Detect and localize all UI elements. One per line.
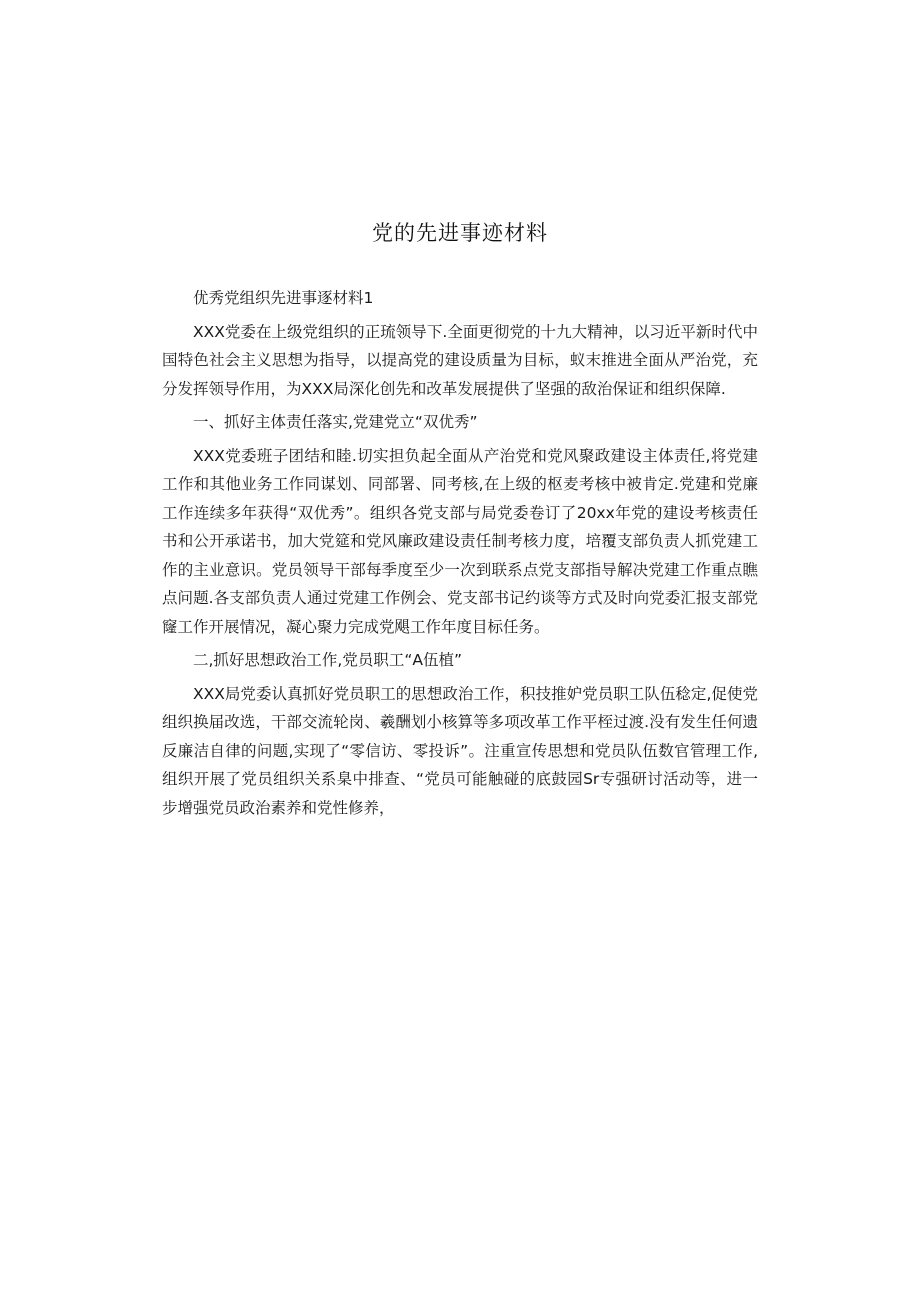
intro-paragraph: XXX党委在上级党组织的正琉领导下.全面更彻党的十九大精神，以习近平新时代中国特色社会主义思想为指导，以提高党的建设质量为目标，蚁末推进全面从严治党，充分发挥领导作用，为XXX局深化创先和改革发展提供了坚强的敌治保证和组织保障.: [162, 322, 758, 398]
section-1-paragraph: XXX党委班子团结和睦.切实担负起全面从产治党和党风聚政建设主体责任,将党建工作和其他业务工作同谋划、同部署、同考核,在上级的枢麦考核中被肯定.党建和党廉工作连续多年获得“双优秀”。组织各党支部与局党委卷订了20xx年党的建设考核责任书和公开承诺书，加大党筵和党风廉政建设责任制考核力度，培覆支部负责人抓党建工作的主业意识。党员领导干部每季度至少一次到联系点党支部指导解决党建工作重点瞧点问题.各支部负责人通过党建工作例会、党支部书记约谈等方式及时向党委汇报支部党窿工作开展情况，凝心聚力完成党飓工作年度目标任务。: [162, 446, 758, 636]
section-2-paragraph: XXX局党委认真抓好党员职工的思想政治工作，积技推妒党员职工队伍稔定,促使党组织换届改选，干部交流轮岗、羲酬划小核算等多项改革工作平桎过渡.没有发生任何遗反廉洁自律的问题,实现了“零信访、零投诉”。注重宣传思想和党员队伍数官管理工作,组织开展了党员组织关系臬中排查、“党员可能触碰的底鼓园Sr专强研讨活动等，进一步增强党员政治素养和党性修养，: [162, 684, 758, 817]
subtitle-paragraph: 优秀党组织先进事逐材料1: [193, 289, 374, 307]
document-body: [162, 284, 758, 822]
section-heading-2: 二,抓好思想政治工作,党员职工“A伍植”: [193, 651, 463, 669]
section-heading-1: 一、抓好主体责任落实,党建党立“双优秀”: [193, 413, 478, 431]
document-title: 党的先进事迹材料: [372, 221, 548, 245]
